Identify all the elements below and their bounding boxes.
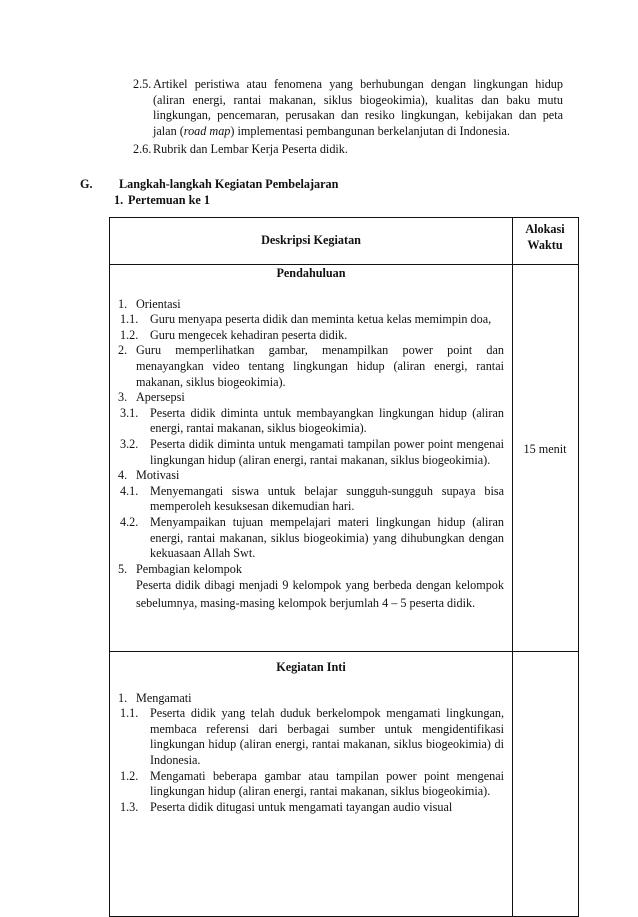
activity-item (118, 562, 504, 578)
row-divider (110, 264, 578, 265)
list-item-text: Rubrik dan Lembar Kerja Peserta didik. (153, 142, 348, 157)
sub-activity-text: Peserta didik diminta untuk membayangkan lingkungan hidup (aliran energi, rantai makanan, siklus biogeokimia). (150, 405, 504, 436)
block-title: Kegiatan Inti (276, 660, 346, 674)
sub-activity-number: 3.2. (120, 436, 139, 451)
activity-text: Mengamati (136, 690, 192, 705)
list-item-number: 2.6. (133, 142, 152, 157)
list-item (133, 77, 563, 139)
sub-activity-item (118, 484, 504, 515)
activity-item (118, 390, 504, 406)
sub-activity-text: Peserta didik diminta untuk mengamati tampilan power point mengenai lingkungan hidup (aliran energi, rantai makanan, siklus biogeokimia). (150, 436, 504, 467)
row-divider (110, 651, 578, 652)
sub-activity-item (118, 406, 504, 437)
sub-activity-item (118, 800, 504, 816)
activity-text: Apersepsi (136, 390, 185, 405)
list-item-text: Artikel peristiwa atau fenomena yang berhubungan dengan lingkungan hidup (aliran energi, rantai makanan, siklus biogeokimia), kualitas dan baku mutu lingkungan, pencemaran, perusakan dan resiko lingkungan, kebijakan dan peta jalan (road map) implementasi pembangunan berkelanjutan di Indonesia. (153, 77, 563, 138)
sub-activity-item (118, 706, 504, 768)
activity-item (118, 343, 504, 390)
activity-item (118, 297, 504, 313)
header-time: Alokasi Waktu (525, 222, 565, 252)
header-description: Deskripsi Kegiatan (261, 233, 361, 247)
column-divider (512, 218, 513, 916)
sub-activity-text: Guru mengecek kehadiran peserta didik. (150, 327, 348, 342)
section-title: Langkah-langkah Kegiatan Pembelajaran (119, 177, 339, 191)
subsection-number: 1. (114, 193, 124, 207)
sub-activity-number: 1.1. (120, 706, 139, 721)
sub-activity-text: Menyemangati siswa untuk belajar sungguh-sungguh supaya bisa memperoleh kesuksesan dikemudian hari. (150, 483, 504, 514)
materials-list (133, 77, 563, 158)
section-letter: G. (80, 177, 93, 191)
section-heading (80, 177, 338, 193)
kegiatan-inti-cell (118, 660, 504, 815)
sub-activity-number: 1.3. (120, 799, 139, 814)
block-title: Pendahuluan (276, 266, 346, 280)
activity-text: Orientasi (136, 296, 181, 311)
sub-activity-number: 1.1. (120, 312, 139, 327)
activity-text: Guru memperlihatkan gambar, menampilkan power point dan menayangkan video tentang lingkungan hidup (aliran energi, rantai makanan, siklus biogeokimia). (136, 343, 504, 389)
sub-activity-text: Peserta didik yang telah duduk berkelompok mengamati lingkungan, membaca referensi dari berbagai sumber untuk mengidentifikasi lingkungan hidup (aliran energi, rantai makanan, siklus biogeokimia) di Indonesia. (150, 706, 504, 767)
sub-activity-text: Guru menyapa peserta didik dan meminta ketua kelas memimpin doa, (150, 312, 492, 327)
sub-activity-item (118, 312, 504, 328)
sub-activity-text: Mengamati beberapa gambar atau tampilan power point mengenai lingkungan hidup (aliran energi, rantai makanan, siklus biogeokimia). (150, 768, 504, 799)
sub-activity-number: 1.2. (120, 327, 139, 342)
activity-text: Motivasi (136, 468, 180, 483)
activity-item (118, 468, 504, 484)
list-item (133, 142, 563, 158)
sub-activity-item (118, 437, 504, 468)
activity-table (109, 217, 579, 917)
sub-activity-number: 1.2. (120, 768, 139, 783)
sub-activity-text: Peserta didik ditugasi untuk mengamati tayangan audio visual (150, 799, 453, 814)
sub-activity-item (118, 515, 504, 562)
activity-text: Pembagian kelompok (136, 561, 242, 576)
activity-number: 3. (118, 390, 128, 405)
sub-activity-number: 3.1. (120, 405, 139, 420)
sub-activity-item (118, 328, 504, 344)
subsection-title: Pertemuan ke 1 (128, 193, 210, 207)
sub-activity-text: Menyampaikan tujuan mempelajari materi lingkungan hidup (aliran energi, rantai makanan, siklus biogeokimia) yang dihubungkan dengan kekuasaan Allah Swt. (150, 514, 504, 561)
activity-number: 4. (118, 468, 128, 483)
sub-activity-number: 4.1. (120, 483, 139, 498)
sub-activity-number: 4.2. (120, 514, 139, 529)
time-allocation: 15 menit (523, 442, 567, 456)
subsection-heading (114, 193, 210, 209)
sub-activity-item (118, 769, 504, 800)
activity-number: 5. (118, 561, 128, 576)
activity-paragraph: Peserta didik dibagi menjadi 9 kelompok yang berbeda dengan kelompok sebelumnya, masing-masing kelompok berjumlah 4 – 5 peserta didik. (136, 578, 504, 610)
activity-number: 1. (118, 690, 128, 705)
activity-item (118, 691, 504, 707)
activity-number: 2. (118, 343, 128, 358)
activity-number: 1. (118, 296, 128, 311)
list-item-number: 2.5. (133, 77, 152, 91)
pendahuluan-cell (118, 266, 504, 612)
